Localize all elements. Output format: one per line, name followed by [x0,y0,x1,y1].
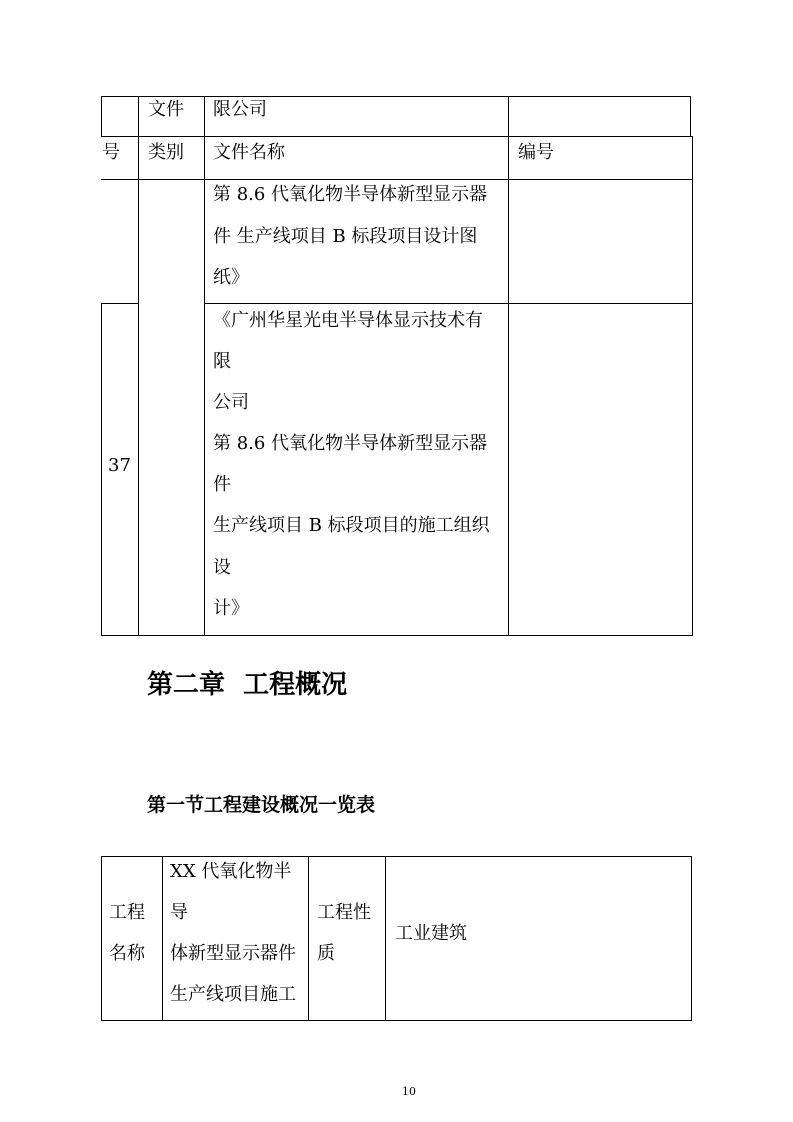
table-rule [692,137,693,636]
table-rule [690,96,691,137]
project-name-value: 生产线项目施工 [170,984,296,1005]
project-nature-value: 工业建筑 [395,923,467,944]
table-rule [508,96,509,636]
table-rule [101,179,693,180]
header-no: 号 [102,142,120,163]
row-b-line: 设 [213,557,231,578]
project-nature-label: 工程性 [317,902,371,923]
row-a-line: 纸》 [213,267,249,288]
project-name-value: 导 [170,902,188,923]
row-b-line: 限 [213,351,231,372]
page-number: 10 [402,1085,416,1098]
table-rule [204,303,693,304]
row-a-line: 第 8.6 代氧化物半导体新型显示器 [213,184,488,205]
table-rule [691,856,692,1021]
row-b-line: 件 [213,474,231,495]
row-b-line: 第 8.6 代氧化物半导体新型显示器 [213,433,488,454]
chapter-title: 第二章 工程概况 [147,670,348,700]
project-name-value: XX 代氧化物半 [170,861,292,882]
header-category: 类别 [148,142,184,163]
project-name-value: 体新型显示器件 [170,943,296,964]
table-rule [101,856,102,1021]
section-title: 第一节工程建设概况一览表 [147,794,376,816]
table-rule [101,1020,692,1021]
row-b-line: 生产线项目 B 标段项目的施工组织 [213,515,490,536]
table-rule [101,96,691,97]
row-b-no: 37 [108,455,131,476]
table-rule [162,856,163,1021]
header-code: 编号 [518,142,554,163]
row-b-line: 计》 [213,598,249,619]
table-rule [101,96,102,137]
table-rule [204,96,205,636]
table-rule [101,303,139,304]
table-rule [308,856,309,1021]
row-b-line: 《广州华星光电半导体显示技术有 [213,310,483,331]
table-rule [101,303,102,636]
project-name-label: 名称 [109,943,145,964]
table-rule [101,136,693,137]
header-name: 文件名称 [213,142,285,163]
table-rule [101,856,692,857]
table-rule [385,856,386,1021]
project-name-label: 工程 [109,902,145,923]
partial-row-category: 文件 [148,99,184,120]
table-rule [101,635,693,636]
project-nature-label: 质 [317,943,335,964]
row-a-line: 件 生产线项目 B 标段项目设计图 [213,226,478,247]
partial-row-name: 限公司 [213,99,267,120]
table-rule [138,96,139,636]
row-b-line: 公司 [213,392,249,413]
